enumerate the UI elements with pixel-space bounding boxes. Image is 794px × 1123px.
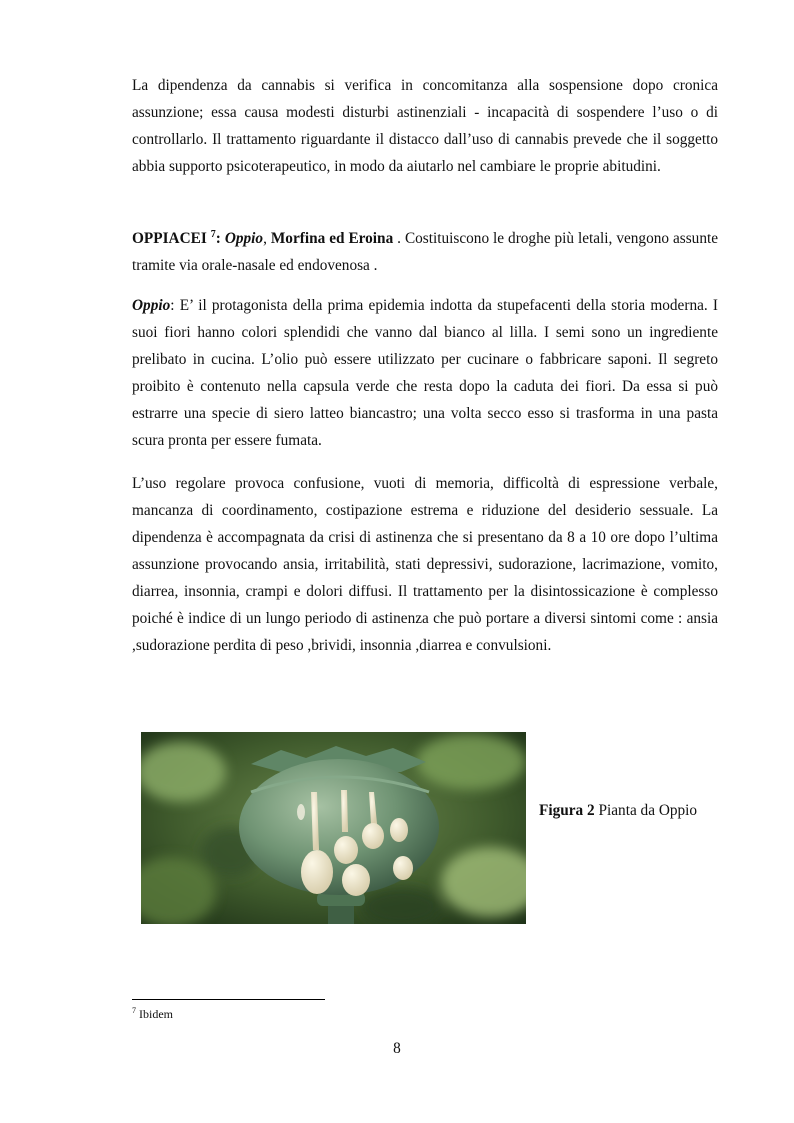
poppy-capsule-photo <box>141 732 526 924</box>
paragraph-oppio-text: : E’ il protagonista della prima epidemia indotta da stupefacenti della storia moderna. I suoi fiori hanno colori splendidi che vanno dal bianco al lilla. I semi sono un ingrediente prelibato in cucina. L’olio può essere utilizzato per cucinare o fabbricare saponi. Il segreto proibito è contenuto nella capsula verde che resta dopo la caduta dei fiori. Da essa si può estrarre una specie di siero latteo biancastro; una volta secco esso si trasforma in una pasta scura pronta per essere fumata. <box>132 297 718 449</box>
footnote-number: 7 <box>132 1006 136 1015</box>
term-oppio: Oppio <box>224 230 264 247</box>
figure-caption-text: Pianta da Oppio <box>594 802 698 819</box>
term-oppio-heading: Oppio <box>132 297 171 314</box>
paragraph-effetti: L’uso regolare provoca confusione, vuoti di memoria, difficoltà di espressione verbale, mancanza di coordinamento, costipazione estrema e riduzione del desiderio sessuale. La dipendenza è accompagnata da crisi di astinenza che si presentano da 8 a 10 ore dopo l’ultima assunzione provocando ansia, irritabilità, stati depressivi, sudorazione, lacrimazione, vomito, diarrea, insonnia, crampi e dolori diffusi. Il trattamento per la disintossicazione è complesso poiché è indice di un lungo periodo di astinenza che può portare a diversi sintomi come : ansia ,sudorazione perdita di peso ,brividi, insonnia ,diarrea e convulsioni. <box>132 475 718 654</box>
paragraph-oppiacei <box>132 225 718 279</box>
footnote-ref: 7 <box>210 228 216 240</box>
figure-label: Figura 2 <box>539 802 595 819</box>
term-separator: , <box>263 230 271 247</box>
footnote-text: Ibidem <box>136 1007 173 1021</box>
paragraph-oppiacei-text: . Costituiscono le droghe più letali, vengono assunte tramite via orale-nasale ed endovenosa . <box>132 230 719 274</box>
footnote <box>132 1007 173 1022</box>
paragraph-oppio <box>132 292 718 454</box>
heading-oppiacei: OPPIACEI <box>132 230 207 247</box>
figure-caption <box>539 802 697 820</box>
heading-colon: : <box>215 230 225 247</box>
term-morfina-eroina: Morfina ed Eroina <box>270 230 394 247</box>
footnote-divider <box>132 999 325 1000</box>
paragraph-cannabis: La dipendenza da cannabis si verifica in concomitanza alla sospensione dopo cronica assunzione; essa causa modesti disturbi astinenziali - incapacità di sospendere l’uso o di controllarlo. Il trattamento riguardante il distacco dall’uso di cannabis prevede che il soggetto abbia supporto psicoterapeutico, in modo da aiutarlo nel cambiare le proprie abitudini. <box>132 77 718 175</box>
page-number: 8 <box>393 1040 401 1057</box>
